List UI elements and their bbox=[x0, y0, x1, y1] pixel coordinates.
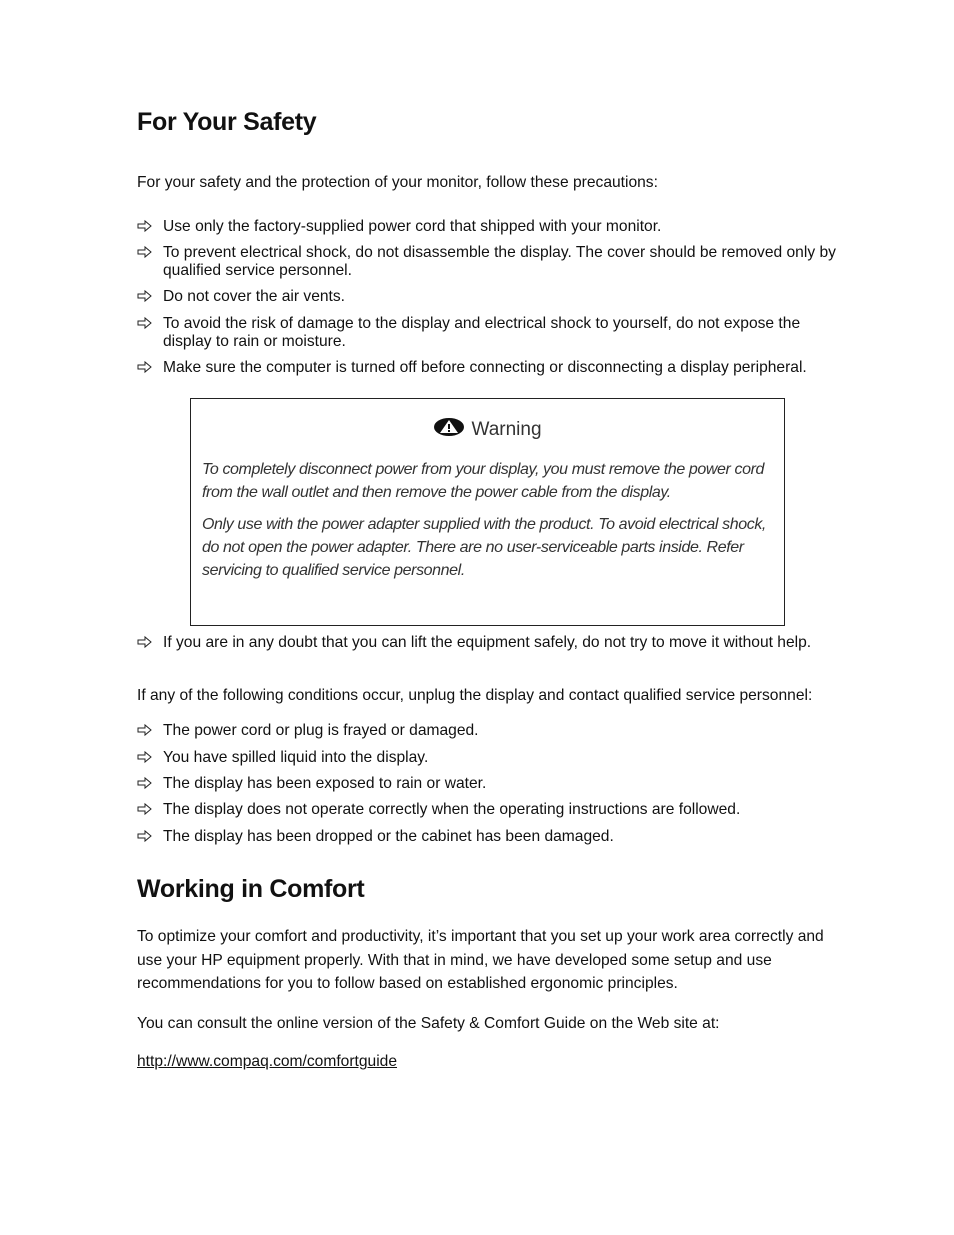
list-item bbox=[137, 828, 843, 846]
comfort-guide-link[interactable]: http://www.compaq.com/comfortguide bbox=[137, 1053, 398, 1070]
arrow-bullet-icon bbox=[137, 776, 153, 790]
arrow-bullet-icon bbox=[137, 829, 153, 843]
arrow-bullet-icon bbox=[137, 750, 153, 764]
arrow-bullet-icon bbox=[137, 245, 153, 259]
list-item bbox=[137, 288, 843, 306]
safety-intro: For your safety and the protection of your monitor, follow these precautions: bbox=[137, 174, 658, 191]
comfort-paragraph: You can consult the online version of the Safety & Comfort Guide on the Web site at: bbox=[137, 1015, 720, 1032]
list-item bbox=[137, 801, 843, 819]
warning-label: Warning bbox=[471, 419, 542, 440]
arrow-bullet-icon bbox=[137, 219, 153, 233]
arrow-bullet-icon bbox=[137, 802, 153, 816]
arrow-bullet-icon bbox=[137, 723, 153, 737]
conditions-intro: If any of the following conditions occur, unplug the display and contact qualified service personnel: bbox=[137, 687, 813, 704]
section-title-safety: For Your Safety bbox=[137, 108, 317, 136]
list-item bbox=[137, 749, 843, 767]
list-item bbox=[137, 775, 843, 793]
warning-box bbox=[190, 398, 785, 626]
comfort-paragraph: To optimize your comfort and productivity, it’s important that you set up your work area correctly and use your HP equipment properly. With that in mind, we have developed some setup and use recommendations for you to follow based on established ergonomic principles. bbox=[137, 928, 824, 992]
list-item-text: Do not cover the air vents. bbox=[163, 288, 346, 305]
list-item-text: To prevent electrical shock, do not disassemble the display. The cover should be removed only by qualified service personnel. bbox=[163, 244, 836, 279]
arrow-bullet-icon bbox=[137, 360, 153, 374]
list-item-text: You have spilled liquid into the display. bbox=[163, 749, 429, 766]
warning-heading bbox=[191, 417, 784, 441]
list-item-text: The display does not operate correctly when the operating instructions are followed. bbox=[163, 801, 741, 818]
list-item-text: Use only the factory-supplied power cord that shipped with your monitor. bbox=[163, 218, 662, 235]
list-item bbox=[137, 244, 843, 279]
list-item-text: If you are in any doubt that you can lift the equipment safely, do not try to move it without help. bbox=[163, 634, 812, 651]
arrow-bullet-icon bbox=[137, 289, 153, 303]
list-item bbox=[137, 722, 843, 740]
arrow-bullet-icon bbox=[137, 635, 153, 649]
list-item bbox=[137, 218, 843, 236]
list-item bbox=[137, 315, 843, 350]
section-title-comfort: Working in Comfort bbox=[137, 875, 365, 903]
list-item bbox=[137, 359, 843, 377]
arrow-bullet-icon bbox=[137, 316, 153, 330]
list-item-text: Make sure the computer is turned off before connecting or disconnecting a display peripheral. bbox=[163, 359, 807, 376]
warning-icon bbox=[433, 417, 465, 437]
list-item-text: The display has been exposed to rain or water. bbox=[163, 775, 487, 792]
list-item bbox=[137, 634, 843, 652]
list-item-text: The display has been dropped or the cabinet has been damaged. bbox=[163, 828, 614, 845]
list-item-text: To avoid the risk of damage to the display and electrical shock to yourself, do not expose the display to rain or moisture. bbox=[163, 315, 801, 350]
warning-paragraph: Only use with the power adapter supplied with the product. To avoid electrical shock, do not open the power adapter. There are no user-serviceable parts inside. Refer servicing to qualified service personnel. bbox=[202, 516, 766, 579]
warning-paragraph: To completely disconnect power from your display, you must remove the power cord from the wall outlet and then remove the power cable from the display. bbox=[202, 461, 765, 501]
list-item-text: The power cord or plug is frayed or damaged. bbox=[163, 722, 479, 739]
